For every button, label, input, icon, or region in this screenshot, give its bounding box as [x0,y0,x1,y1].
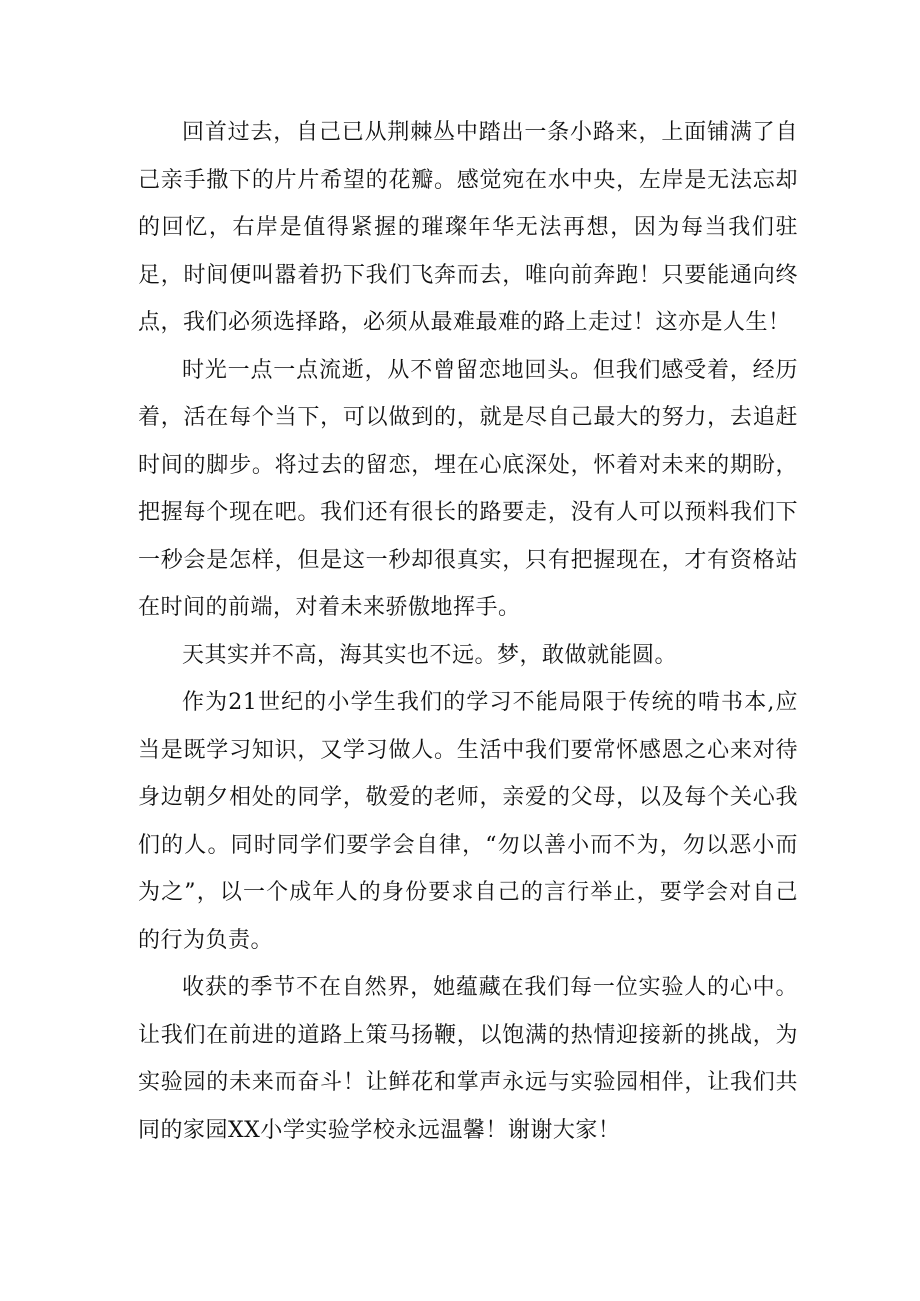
paragraph-1: 回首过去，自己已从荆棘丛中踏出一条小路来，上面铺满了自己亲手撒下的片片希望的花瓣。感觉宛在水中央，左岸是无法忘却的回忆，右岸是值得紧握的璀璨年华无法再想，因为每当我们驻足，时间便叫嚣着扔下我们飞奔而去，唯向前奔跑！只要能通向终点，我们必须选择路，必须从最难最难的路上走过！这亦是人生！ [138,120,798,335]
document-body [138,109,798,1154]
paragraph-3: 天其实并不高，海其实也不远。梦，敢做就能圆。 [182,642,678,668]
paragraph-4: 作为21世纪的小学生我们的学习不能局限于传统的啃书本,应当是既学习知识，又学习做人。生活中我们要常怀感恩之心来对待身边朝夕相处的同学，敬爱的老师，亲爱的父母，以及每个关心我们的人。同时同学们要学会自律，“勿以善小而不为，勿以恶小而为之”，以一个成年人的身份要求自己的言行举止，要学会对自己的行为负责。 [138,690,798,953]
paragraph-2: 时光一点一点流逝，从不曾留恋地回头。但我们感受着，经历着，活在每个当下，可以做到的，就是尽自己最大的努力，去追赶时间的脚步。将过去的留恋，埋在心底深处，怀着对未来的期盼，把握每个现在吧。我们还有很长的路要走，没有人可以预料我们下一秒会是怎样，但是这一秒却很真实，只有把握现在，才有资格站在时间的前端，对着未来骄傲地挥手。 [138,357,798,620]
paragraph-5: 收获的季节不在自然界，她蕴藏在我们每一位实验人的心中。让我们在前进的道路上策马扬鞭，以饱满的热情迎接新的挑战，为实验园的未来而奋斗！让鲜花和掌声永远与实验园相伴，让我们共同的家园XX小学实验学校永远温馨！谢谢大家！ [138,975,798,1143]
